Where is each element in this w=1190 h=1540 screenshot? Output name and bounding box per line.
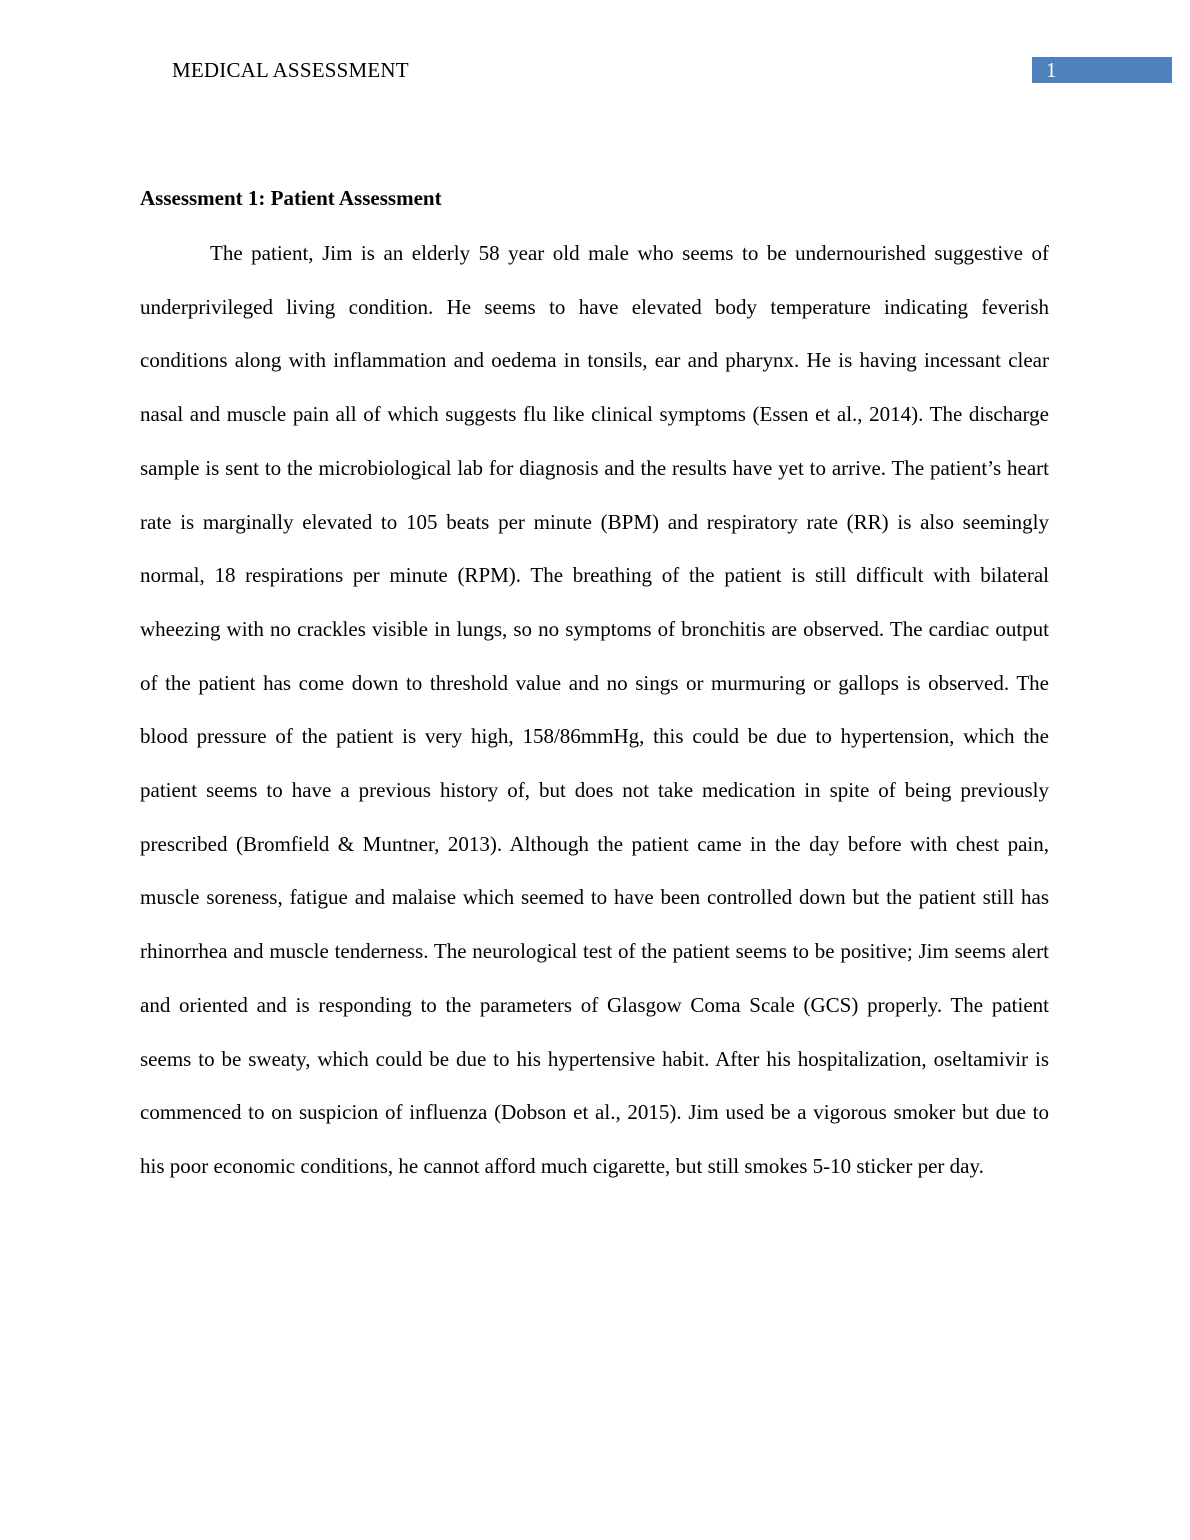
page-number-box	[1032, 57, 1172, 83]
section-heading: Assessment 1: Patient Assessment	[140, 186, 442, 210]
body-paragraph: The patient, Jim is an elderly 58 year old male who seems to be undernourished suggestive of underprivileged living condition. He seems to have elevated body temperature indicating feverish conditions along with inflammation and oedema in tonsils, ear and pharynx. He is having incessant clear nasal and muscle pain all of which suggests flu like clinical symptoms (Essen et al., 2014). The discharge sample is sent to the microbiological lab for diagnosis and the results have yet to arrive. The patient’s heart rate is marginally elevated to 105 beats per minute (BPM) and respiratory rate (RR) is also seemingly normal, 18 respirations per minute (RPM). The breathing of the patient is still difficult with bilateral wheezing with no crackles visible in lungs, so no symptoms of bronchitis are observed. The cardiac output of the patient has come down to threshold value and no sings or murmuring or gallops is observed. The blood pressure of the patient is very high, 158/86mmHg, this could be due to hypertension, which the patient seems to have a previous history of, but does not take medication in spite of being previously prescribed (Bromfield & Muntner, 2013). Although the patient came in the day before with chest pain, muscle soreness, fatigue and malaise which seemed to have been controlled down but the patient still has rhinorrhea and muscle tenderness. The neurological test of the patient seems to be positive; Jim seems alert and oriented and is responding to the parameters of Glasgow Coma Scale (GCS) properly. The patient seems to be sweaty, which could be due to his hypertensive habit. After his hospitalization, oseltamivir is commenced to on suspicion of influenza (Dobson et al., 2015). Jim used be a vigorous smoker but due to his poor economic conditions, he cannot afford much cigarette, but still smokes 5-10 sticker per day.	[140, 241, 1049, 1178]
page-number: 1	[1046, 58, 1057, 82]
running-head: MEDICAL ASSESSMENT	[172, 58, 409, 82]
